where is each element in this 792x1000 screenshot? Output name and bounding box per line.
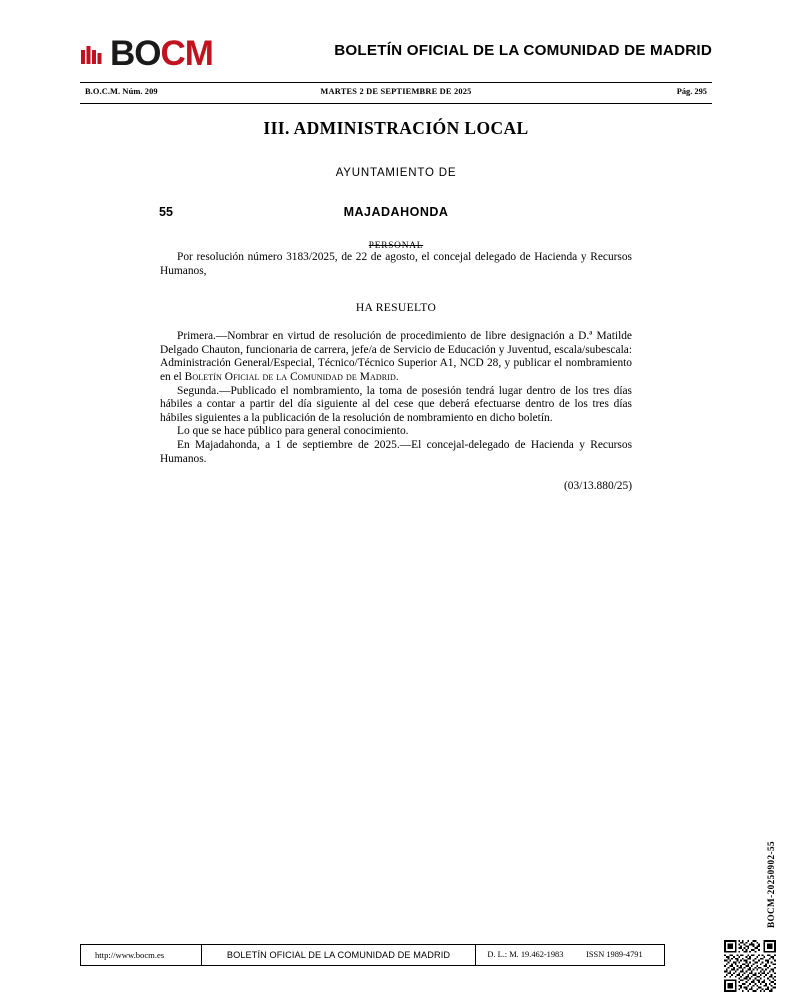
footer-bar <box>80 944 665 966</box>
logo-text-bo: BO <box>110 33 161 73</box>
footer-title: BOLETÍN OFICIAL DE LA COMUNIDAD DE MADRID <box>226 950 451 960</box>
section-title: III. ADMINISTRACIÓN LOCAL <box>263 118 529 138</box>
masthead <box>80 30 712 76</box>
entity-row <box>160 205 632 225</box>
footer-url[interactable]: http://www.bocm.es <box>95 950 165 960</box>
clause-first <box>160 330 632 384</box>
entity-kind: AYUNTAMIENTO DE <box>335 167 457 179</box>
header-rule-top <box>80 82 712 83</box>
footer-identifiers <box>476 950 654 959</box>
qr-code <box>724 940 776 992</box>
issn: ISSN 1989-4791 <box>586 950 643 959</box>
document-content <box>160 118 632 492</box>
entry-number: 55 <box>159 205 173 219</box>
clause-second: Segunda.—Publicado el nombramiento, la toma de posesión tendrá lugar dentro de los tres días hábiles a contar a partir del día siguiente al del cese que deberá efectuarse dentro de los tres días hábiles siguientes a la publicación de la resolución de nombramiento en dicho boletín. <box>160 384 632 424</box>
header-meta <box>80 85 712 102</box>
masthead-title: BOLETÍN OFICIAL DE LA COMUNIDAD DE MADRID <box>334 42 712 59</box>
clause-first-text: Primera.—Nombrar en virtud de resolución de procedimiento de libre designación a D.ª Matilde Delgado Chauton, funcionaria de carrera, jefe/a de Servicio de Educación y Juventud, escala/subescala: Administración General/Especial, Técnico/Técnico Superior A1, NCD 28, y publicar el nombramiento en el <box>160 330 632 383</box>
reference-code: (03/13.880/25) <box>563 480 632 493</box>
bocm-logo <box>80 32 213 74</box>
entity-name: MAJADAHONDA <box>343 205 449 219</box>
header-rule-bottom <box>80 103 712 104</box>
issue-number: B.O.C.M. Núm. 209 <box>85 87 158 96</box>
resolved-heading: HA RESUELTO <box>355 301 437 315</box>
issue-date: MARTES 2 DE SEPTIEMBRE DE 2025 <box>320 87 472 96</box>
signature-line: En Majadahonda, a 1 de septiembre de 2025.—El concejal-delegado de Hacienda y Recursos Humanos. <box>160 438 632 465</box>
page-number: Pág. 295 <box>676 87 707 96</box>
logo-text-cm: CM <box>160 33 213 73</box>
vertical-document-code: BOCM-20250902-55 <box>766 840 776 928</box>
public-notice: Lo que se hace público para general conocimiento. <box>177 425 409 438</box>
legal-deposit: D. L.: M. 19.462-1983 <box>487 950 564 959</box>
publication-reference: Boletín Oficial de la Comunidad de Madrid <box>184 370 396 383</box>
subject-heading: PERSONAL <box>368 241 424 251</box>
clause-first-end: . <box>395 370 399 383</box>
madrid-emblem-icon <box>80 42 106 68</box>
intro-paragraph: Por resolución número 3183/2025, de 22 de agosto, el concejal delegado de Hacienda y Recursos Humanos, <box>160 251 632 277</box>
